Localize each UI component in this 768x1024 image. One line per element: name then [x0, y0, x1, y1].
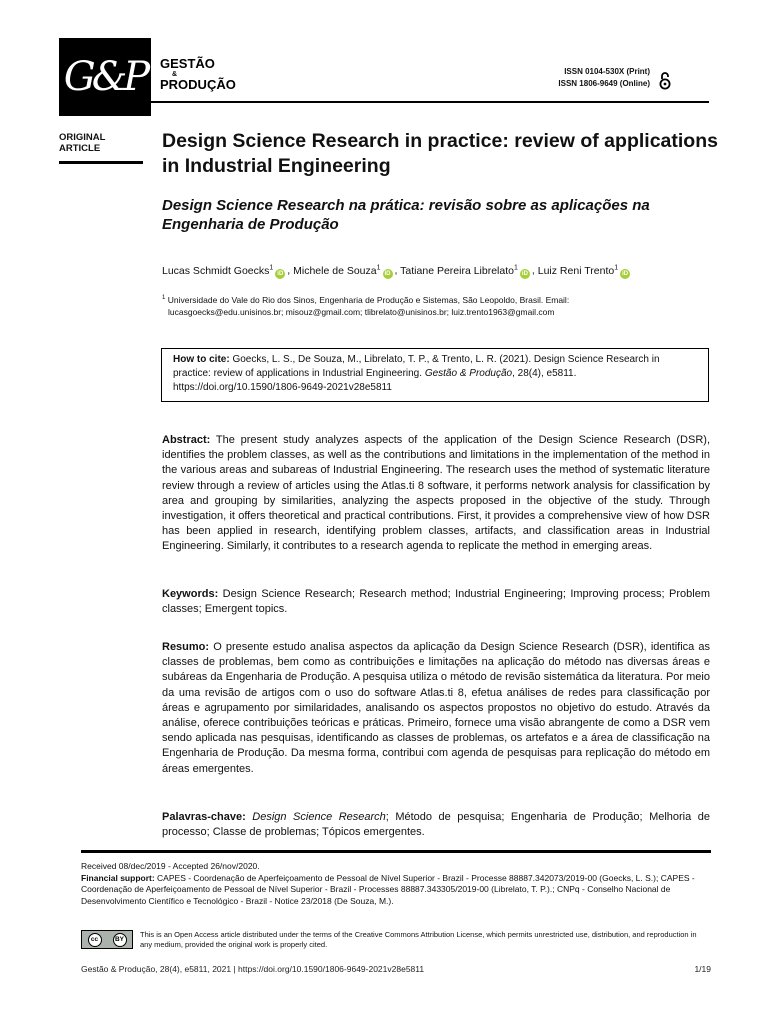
how-to-cite-box — [161, 348, 709, 402]
license-text: This is an Open Access article distributed under the terms of the Creative Commons Attribution License, which permits unrestricted use, distribution, and reproduction in any medium, provided the original work is properly cited. — [140, 930, 697, 949]
affiliation-line-1: Universidade do Vale do Rio dos Sinos, Engenharia de Produção e Sistemas, São Leopoldo, Brasil. Email: — [167, 294, 570, 305]
article-type-line-2: ARTICLE — [59, 143, 101, 154]
abstract-label: Abstract: — [162, 434, 211, 446]
orcid-icon[interactable]: iD — [521, 270, 528, 277]
affiliation — [162, 292, 710, 318]
by-icon: BY — [113, 933, 127, 947]
article-subtitle: Design Science Research na prática: revisão sobre as aplicações na Engenharia de Produção — [162, 197, 650, 233]
logo-mark: G&P — [63, 54, 147, 100]
author-affil-sup: 1 — [614, 264, 619, 271]
author-name: Michele de Souza — [293, 264, 377, 277]
author-name: Tatiane Pereira Librelato — [400, 264, 514, 277]
article-type-rule — [59, 161, 143, 164]
cc-icon: cc — [88, 933, 102, 947]
author-3 — [400, 265, 518, 277]
cite-journal: Gestão & Produção — [424, 368, 513, 379]
issn-online: ISSN 1806-9649 (Online) — [558, 79, 650, 88]
brand-line-3: PRODUÇÃO — [160, 77, 236, 92]
author-affil-sup: 1 — [269, 264, 274, 271]
author-name: Lucas Schmidt Goecks — [162, 264, 270, 277]
author-name: Luiz Reni Trento — [537, 264, 615, 277]
open-access-icon — [659, 71, 671, 90]
orcid-icon[interactable]: iD — [277, 270, 284, 277]
affiliation-emails[interactable]: lucasgoecks@edu.unisinos.br; misouz@gmail.com; tlibrelato@unisinos.br; luiz.trento1963@gmail.com — [168, 306, 555, 317]
cite-text: Goecks, L. S., De Souza, M., Librelato, T. P., & Trento, L. R. (2021). Design Science Research in practice: review of applications in Industrial Engineering. — [173, 354, 660, 379]
author-affil-sup: 1 — [376, 264, 381, 271]
page-number: 1/19 — [694, 964, 711, 974]
funding-note — [81, 873, 711, 908]
orcid-icon[interactable]: iD — [622, 270, 629, 277]
author-4 — [538, 265, 618, 277]
affiliation-sup: 1 — [162, 295, 166, 301]
abstract-text: The present study analyzes aspects of the application of the Design Science Research (DSR), identifies the problem classes, as well as the contributions and limitations in the implementation of the method in the various areas and subareas of Industrial Engineering. The research uses the method of systematic literature review through a review of articles using the Atlas.ti 8 software, it performs network analysis for classification by area and grouping by similarities, analyzing the aspects proposed in the objective of the study. Through investigation, it offers theoretical and practical contributions. First, it provides a comprehensive view of how DSR has been applied in research, identifying problem classes, artifacts, and classification areas in Industrial Engineering. Similarly, it contributes to a research agenda to replicate the method in emerging areas. — [162, 434, 710, 553]
article-type-label — [59, 132, 105, 154]
palavras-text: ; Método de pesquisa; Engenharia de Produção; Melhoria de processo; Classe de problemas; Tópicos emergentes. — [162, 811, 710, 839]
keywords — [162, 587, 710, 617]
cc-by-badge[interactable] — [81, 930, 133, 949]
received-dates: Received 08/dec/2019 - Accepted 26/nov/2020. — [81, 861, 260, 871]
footer-divider — [81, 850, 711, 853]
palavras-chave — [162, 810, 710, 840]
orcid-icon[interactable]: iD — [384, 270, 391, 277]
keywords-text: Design Science Research; Research method; Industrial Engineering; Improving process; Problem classes; Emergent topics. — [162, 588, 710, 616]
footer-citation[interactable]: Gestão & Produção, 28(4), e5811, 2021 | https://doi.org/10.1590/1806-9649-2021v28e5811 — [81, 964, 425, 974]
abstract — [162, 433, 710, 555]
journal-logo — [59, 38, 151, 116]
page-footer — [81, 964, 711, 974]
palavras-italic: Design Science Research — [252, 811, 386, 823]
funding-label: Financial support: — [81, 872, 155, 883]
issn-block — [558, 66, 650, 90]
footer-notes — [81, 861, 711, 907]
palavras-label: Palavras-chave: — [162, 811, 246, 823]
issn-print: ISSN 0104-530X (Print) — [564, 67, 650, 76]
keywords-label: Keywords: — [162, 588, 219, 600]
cite-label: How to cite: — [173, 354, 230, 365]
resumo — [162, 640, 710, 777]
journal-brand — [160, 57, 236, 91]
resumo-text: O presente estudo analisa aspectos da aplicação da Design Science Research (DSR), identifica as classes de problemas, bem como as contribuições e limitações na aplicação do método nas diversas áreas e subáreas da Engenharia de Produção. A pesquisa utiliza o método de revisão sistemática da literatura. Por meio da uma revisão de artigos com o uso do software Atlas.ti 8, efetua análises de redes para classificação por áreas e agrupamento por similaridades, analisando os aspectos propostos no objetivo do estudo. Através da análise, oferece contribuições teóricas e práticas. Primeiro, fornece uma visão abrangente de como a DSR vem sendo aplicada nas pesquisas, identificando as classes de problemas, os artefatos e a área de classificação na Engenharia de Produção. Da mesma forma, contribui com agenda de pesquisas para replicação do método em áreas emergentes. — [162, 641, 711, 775]
resumo-label: Resumo: — [162, 641, 210, 653]
article-type-line-1: ORIGINAL — [59, 132, 106, 143]
cite-doi[interactable]: , 28(4), e5811. https://doi.org/10.1590/1806-9649-2021v28e5811 — [173, 368, 577, 393]
brand-line-2: & — [172, 71, 178, 78]
article-title: Design Science Research in practice: review of applications in Industrial Engineering — [162, 130, 718, 177]
funding-text: CAPES - Coordenação de Aperfeiçoamento de Pessoal de Nível Superior - Brazil - Processe 88887.342073/2019-00 (Goecks, L. S.); CAPES - Coordenação de Aperfeiçoamento de Pessoal de Nível Superior - Brazil - Processes 88887.343305/2019-00 (Librelato, T. P.).; CNPq - Conselho Nacional de Desenvolvimento Científico e Tecnológico - Brazil - Notice 23/2018 (De Souza, M.). — [81, 872, 695, 906]
brand-line-1: GESTÃO — [160, 56, 215, 71]
header-divider — [151, 101, 709, 103]
author-list: Lucas Schmidt Goecks$^1$iD , Michele de Souza$^1$iD , Tatiane Pereira Librelato$^1$iD , Luiz Reni Trento$^1$iD — [162, 264, 629, 277]
author-2 — [293, 265, 380, 277]
author-affil-sup: 1 — [514, 264, 518, 271]
author-1 — [162, 265, 273, 277]
